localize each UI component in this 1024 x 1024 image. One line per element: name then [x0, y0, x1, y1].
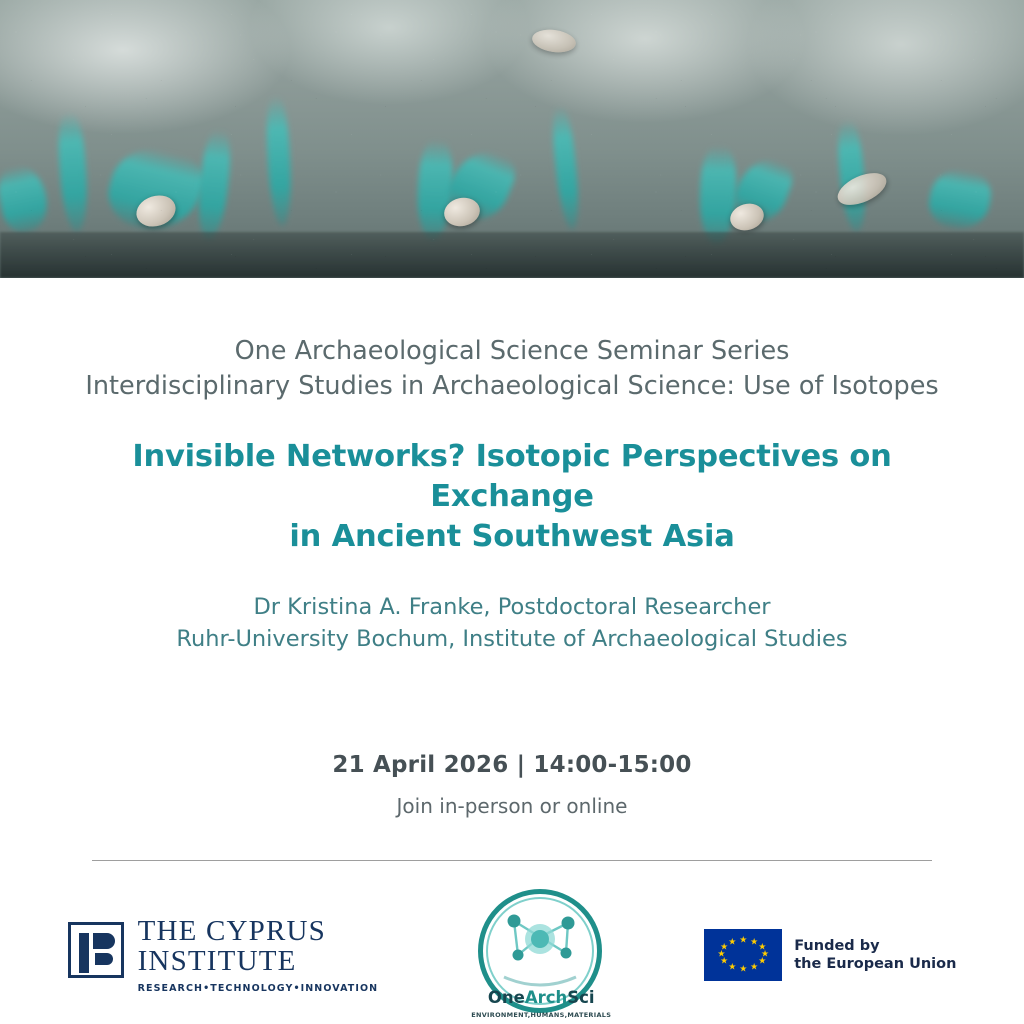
oas-sci: Sci [567, 988, 595, 1008]
eu-star: ★ [750, 937, 759, 948]
eu-star: ★ [758, 942, 767, 953]
eu-star: ★ [717, 949, 726, 960]
eu-funding-logo [704, 929, 956, 981]
eu-funded-line-2: the European Union [794, 956, 957, 973]
talk-title [60, 437, 964, 556]
speaker-affiliation: Ruhr-University Bochum, Institute of Archaeological Studies [176, 626, 848, 653]
eu-star: ★ [720, 942, 729, 953]
excavation-hero-image [0, 0, 1024, 278]
cyprus-institute-mark-icon [68, 922, 124, 978]
eu-star: ★ [728, 937, 737, 948]
eu-star: ★ [758, 956, 767, 967]
event-attendance-note: Join in-person or online [396, 794, 628, 819]
eu-flag-icon [704, 929, 782, 981]
hero-grain-overlay [0, 0, 1024, 278]
cyi-line-1: THE CYPRUS [137, 914, 327, 947]
footer-divider [92, 860, 932, 861]
cyi-tagline: RESEARCH•TECHNOLOGY•INNOVATION [137, 983, 379, 995]
eu-star: ★ [750, 962, 759, 973]
cyprus-institute-logo [68, 916, 379, 994]
eu-star: ★ [739, 935, 748, 946]
poster-content [0, 334, 1024, 1024]
onearchsci-wordmark [470, 988, 612, 1007]
series-line-2: Interdisciplinary Studies in Archaeological Science: Use of Isotopes [85, 370, 939, 401]
speaker-block [60, 592, 964, 656]
series-line-1: One Archaeological Science Seminar Series [234, 336, 790, 366]
onearchsci-tagline: ENVIRONMENT,HUMANS,MATERIALS [471, 1011, 612, 1020]
cyi-line-2: INSTITUTE [137, 945, 297, 978]
seminar-series-heading [60, 334, 964, 403]
eu-star: ★ [720, 956, 729, 967]
eu-funding-text [794, 937, 956, 973]
onearchsci-logo [470, 889, 612, 1021]
logo-row [60, 885, 964, 1024]
talk-title-line-1: Invisible Networks? Isotopic Perspectives on Exchange [132, 439, 892, 514]
eu-star: ★ [761, 949, 770, 960]
cyprus-institute-wordmark [138, 916, 379, 994]
eu-star: ★ [739, 964, 748, 975]
event-datetime: 21 April 2026 | 14:00-15:00 [332, 752, 692, 779]
eu-funded-line-1: Funded by [794, 938, 880, 955]
eu-star: ★ [728, 962, 737, 973]
speaker-name-role: Dr Kristina A. Franke, Postdoctoral Researcher [253, 594, 771, 621]
oas-one: One [487, 988, 525, 1008]
talk-title-line-2: in Ancient Southwest Asia [289, 518, 735, 554]
oas-arch: Arch [524, 988, 568, 1008]
